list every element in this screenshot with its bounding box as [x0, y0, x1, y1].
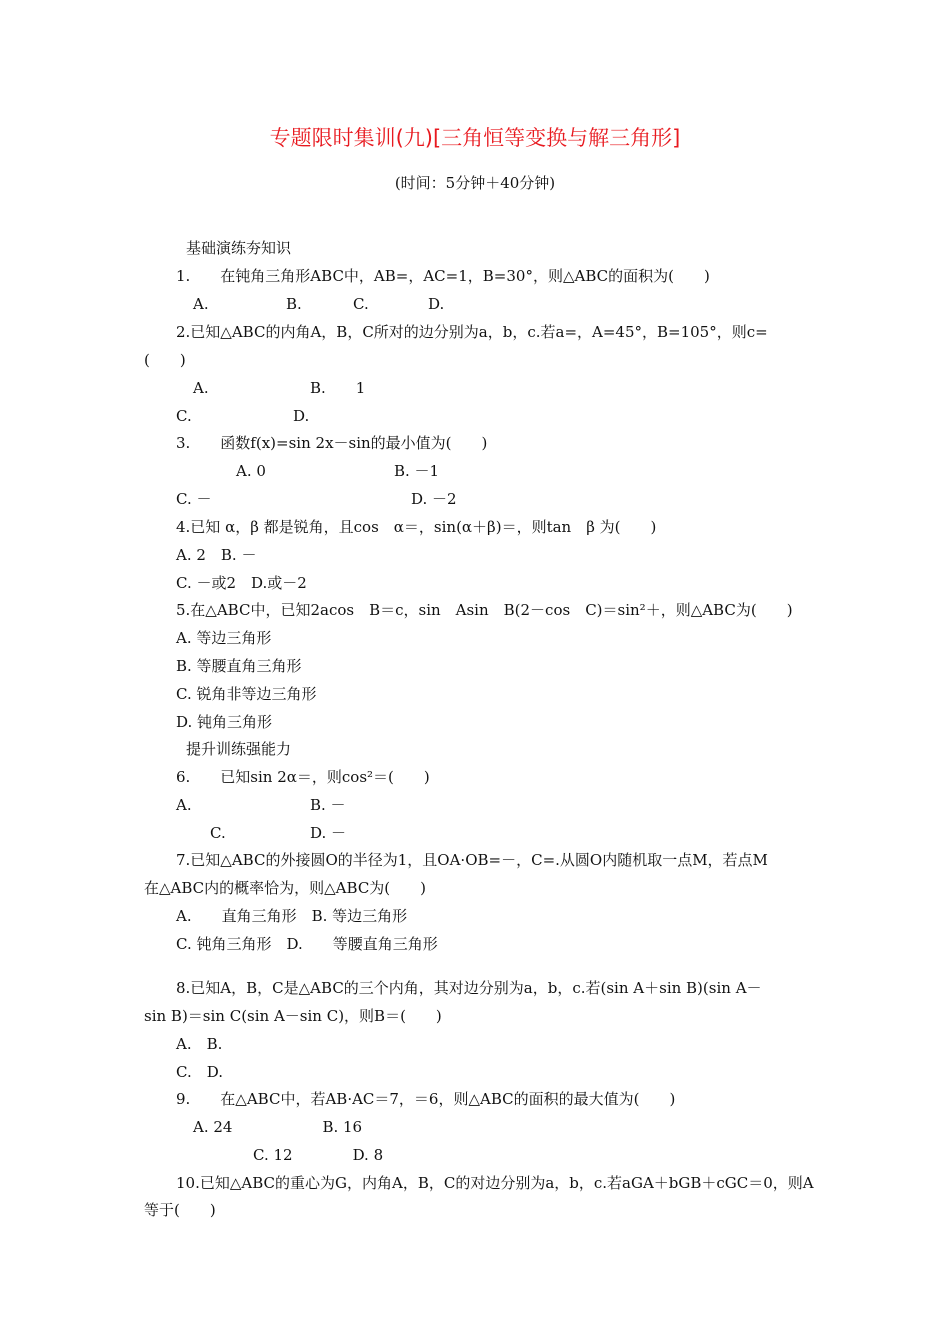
time-note: (时间：5分钟＋40分钟): [394, 174, 556, 192]
q7-stem: 7.已知△ABC的外接圆O的半径为1，且OA·OB=－，C=.从圆O内随机取一点M，若点M: [176, 851, 768, 869]
q2-option-d: D.: [293, 407, 310, 425]
q2-option-a: A.: [193, 379, 209, 397]
q8-stem-cont: sin B)＝sin C(sin A－sin C)，则B＝( ): [144, 1007, 442, 1025]
section-basic: 基础演练夯知识: [186, 239, 292, 257]
q7-options-cd: C. 钝角三角形 D. 等腰直角三角形: [176, 935, 438, 953]
q3-option-d: D. －2: [411, 490, 457, 508]
q7-stem-cont: 在△ABC内的概率恰为，则△ABC为( ): [144, 879, 426, 897]
q7-options-ab: A. 直角三角形 B. 等边三角形: [176, 907, 408, 925]
q5-option-b: B. 等腰直角三角形: [176, 657, 302, 675]
q1-option-a: A.: [193, 295, 209, 313]
q4-options-cd: C. －或2 D.或－2: [176, 574, 307, 592]
q1-option-c: C.: [353, 295, 369, 313]
q10-stem: 10.已知△ABC的重心为G，内角A，B，C的对边分别为a，b，c.若aGA＋bGB＋cGC＝0，则A: [176, 1174, 814, 1192]
q6-stem: 6. 已知sin 2α＝，则cos²＝( ): [176, 768, 430, 786]
q4-stem: 4.已知 α，β 都是锐角，且cos α＝，sin(α＋β)＝，则tan β 为( ): [176, 518, 657, 536]
q3-option-a: A. 0: [236, 462, 266, 480]
q9-stem: 9. 在△ABC中，若AB·AC＝7，＝6，则△ABC的面积的最大值为( ): [176, 1090, 676, 1108]
q3-option-c: C. －: [176, 490, 212, 508]
section-advanced: 提升训练强能力: [186, 740, 292, 758]
q9-options-cd: C. 12 D. 8: [253, 1146, 384, 1164]
q9-options-ab: A. 24 B. 16: [193, 1118, 363, 1136]
q2-stem: 2.已知△ABC的内角A，B，C所对的边分别为a，b，c.若a=，A=45°，B=105°，则c=: [176, 323, 768, 341]
q5-option-c: C. 锐角非等边三角形: [176, 685, 317, 703]
q8-options-cd: C. D.: [176, 1063, 223, 1081]
document-title: 专题限时集训(九)[三角恒等变换与解三角形]: [269, 126, 681, 150]
q1-option-b: B.: [286, 295, 302, 313]
q2-stem-cont: ( ): [144, 351, 186, 369]
q1-option-d: D.: [428, 295, 445, 313]
q3-option-b: B. －1: [394, 462, 440, 480]
q1-stem: 1. 在钝角三角形ABC中，AB=，AC=1，B=30°，则△ABC的面积为( ): [176, 267, 710, 285]
q5-option-a: A. 等边三角形: [176, 629, 272, 647]
q2-option-b: B. 1: [310, 379, 366, 397]
q4-options-ab: A. 2 B. －: [176, 546, 257, 564]
q3-stem: 3. 函数f(x)=sin 2x－sin的最小值为( ): [176, 434, 488, 452]
q6-option-b: B. －: [310, 796, 346, 814]
q5-stem: 5.在△ABC中，已知2acos B＝c，sin Asin B(2－cos C)＝sin²＋，则△ABC为( ): [176, 601, 793, 619]
q6-option-c: C.: [210, 824, 226, 842]
q2-option-c: C.: [176, 407, 192, 425]
q6-option-a: A.: [176, 796, 192, 814]
q6-option-d: D. －: [310, 824, 347, 842]
q5-option-d: D. 钝角三角形: [176, 713, 273, 731]
q10-stem-cont: 等于( ): [144, 1201, 216, 1219]
q8-stem: 8.已知A，B，C是△ABC的三个内角，其对边分别为a，b，c.若(sin A＋sin B)(sin A－: [176, 979, 762, 997]
q8-options-ab: A. B.: [176, 1035, 223, 1053]
